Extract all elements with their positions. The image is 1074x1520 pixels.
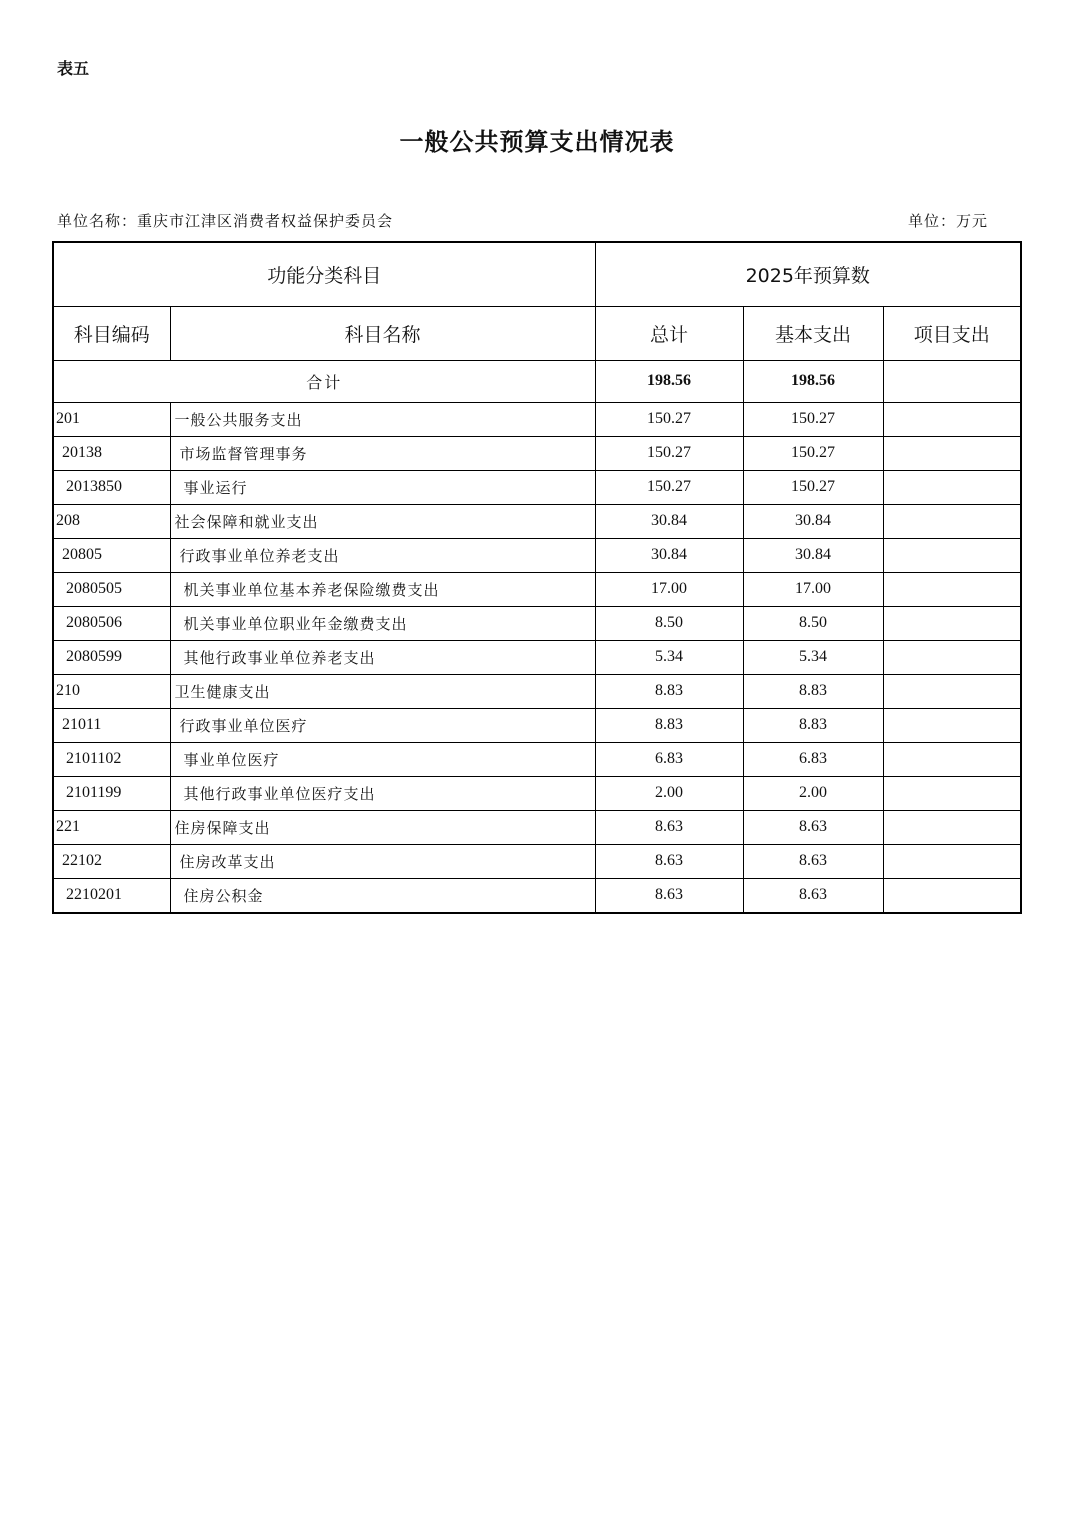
table-row	[53, 742, 1021, 776]
unit-name: 单位名称：重庆市江津区消费者权益保护委员会	[57, 212, 394, 230]
header-budget-year: 2025年预算数	[595, 242, 1021, 306]
row-code: 2080599	[53, 640, 170, 674]
total-basic: 198.56	[743, 360, 883, 402]
row-basic: 150.27	[743, 402, 883, 436]
row-code: 22102	[53, 844, 170, 878]
table-row	[53, 878, 1021, 913]
row-code: 2080505	[53, 572, 170, 606]
row-name: 住房公积金	[170, 878, 595, 913]
row-project	[883, 504, 1021, 538]
row-total: 150.27	[595, 402, 743, 436]
row-project	[883, 640, 1021, 674]
row-project	[883, 402, 1021, 436]
row-total: 17.00	[595, 572, 743, 606]
table-row	[53, 674, 1021, 708]
row-name: 事业运行	[170, 470, 595, 504]
row-total: 30.84	[595, 504, 743, 538]
row-basic: 150.27	[743, 470, 883, 504]
row-basic: 2.00	[743, 776, 883, 810]
row-name: 行政事业单位医疗	[170, 708, 595, 742]
row-project	[883, 810, 1021, 844]
row-basic: 150.27	[743, 436, 883, 470]
header-function-category: 功能分类科目	[53, 242, 595, 306]
row-code: 2101199	[53, 776, 170, 810]
row-code: 20138	[53, 436, 170, 470]
table-row	[53, 810, 1021, 844]
total-label: 合计	[53, 360, 595, 402]
row-code: 2013850	[53, 470, 170, 504]
row-project	[883, 538, 1021, 572]
table-row	[53, 708, 1021, 742]
total-row	[53, 360, 1021, 402]
row-code: 210	[53, 674, 170, 708]
row-code: 2101102	[53, 742, 170, 776]
row-project	[883, 708, 1021, 742]
row-project	[883, 776, 1021, 810]
row-total: 8.83	[595, 674, 743, 708]
header-project: 项目支出	[883, 306, 1021, 360]
row-name: 市场监督管理事务	[170, 436, 595, 470]
row-name: 机关事业单位职业年金缴费支出	[170, 606, 595, 640]
row-project	[883, 674, 1021, 708]
table-row	[53, 844, 1021, 878]
row-project	[883, 878, 1021, 913]
table-row	[53, 606, 1021, 640]
row-basic: 8.50	[743, 606, 883, 640]
row-code: 201	[53, 402, 170, 436]
header-name: 科目名称	[170, 306, 595, 360]
row-total: 5.34	[595, 640, 743, 674]
row-project	[883, 606, 1021, 640]
row-project	[883, 572, 1021, 606]
row-code: 2210201	[53, 878, 170, 913]
budget-table	[52, 241, 1022, 914]
row-basic: 8.83	[743, 708, 883, 742]
row-code: 2080506	[53, 606, 170, 640]
row-name: 其他行政事业单位医疗支出	[170, 776, 595, 810]
table-row	[53, 572, 1021, 606]
row-code: 20805	[53, 538, 170, 572]
table-row	[53, 436, 1021, 470]
row-total: 150.27	[595, 436, 743, 470]
row-total: 2.00	[595, 776, 743, 810]
row-basic: 8.63	[743, 810, 883, 844]
currency-unit: 单位：万元	[908, 212, 989, 230]
row-project	[883, 844, 1021, 878]
row-code: 208	[53, 504, 170, 538]
row-project	[883, 470, 1021, 504]
row-basic: 8.63	[743, 844, 883, 878]
table-row	[53, 640, 1021, 674]
total-total: 198.56	[595, 360, 743, 402]
row-total: 6.83	[595, 742, 743, 776]
row-name: 社会保障和就业支出	[170, 504, 595, 538]
row-basic: 8.83	[743, 674, 883, 708]
row-total: 8.63	[595, 844, 743, 878]
row-total: 8.63	[595, 878, 743, 913]
row-project	[883, 742, 1021, 776]
row-basic: 30.84	[743, 538, 883, 572]
header-total: 总计	[595, 306, 743, 360]
table-label: 表五	[57, 59, 90, 78]
row-total: 30.84	[595, 538, 743, 572]
table-row	[53, 776, 1021, 810]
row-name: 事业单位医疗	[170, 742, 595, 776]
row-code: 221	[53, 810, 170, 844]
row-total: 8.83	[595, 708, 743, 742]
row-total: 150.27	[595, 470, 743, 504]
row-basic: 5.34	[743, 640, 883, 674]
row-basic: 30.84	[743, 504, 883, 538]
row-total: 8.50	[595, 606, 743, 640]
row-name: 机关事业单位基本养老保险缴费支出	[170, 572, 595, 606]
row-name: 其他行政事业单位养老支出	[170, 640, 595, 674]
table-row	[53, 470, 1021, 504]
row-total: 8.63	[595, 810, 743, 844]
header-code: 科目编码	[53, 306, 170, 360]
page-title: 一般公共预算支出情况表	[399, 127, 675, 156]
row-basic: 6.83	[743, 742, 883, 776]
row-name: 行政事业单位养老支出	[170, 538, 595, 572]
row-project	[883, 436, 1021, 470]
total-project	[883, 360, 1021, 402]
row-name: 住房改革支出	[170, 844, 595, 878]
header-basic: 基本支出	[743, 306, 883, 360]
table-row	[53, 402, 1021, 436]
row-basic: 17.00	[743, 572, 883, 606]
row-code: 21011	[53, 708, 170, 742]
row-basic: 8.63	[743, 878, 883, 913]
row-name: 住房保障支出	[170, 810, 595, 844]
table-row	[53, 504, 1021, 538]
row-name: 卫生健康支出	[170, 674, 595, 708]
row-name: 一般公共服务支出	[170, 402, 595, 436]
table-row	[53, 538, 1021, 572]
